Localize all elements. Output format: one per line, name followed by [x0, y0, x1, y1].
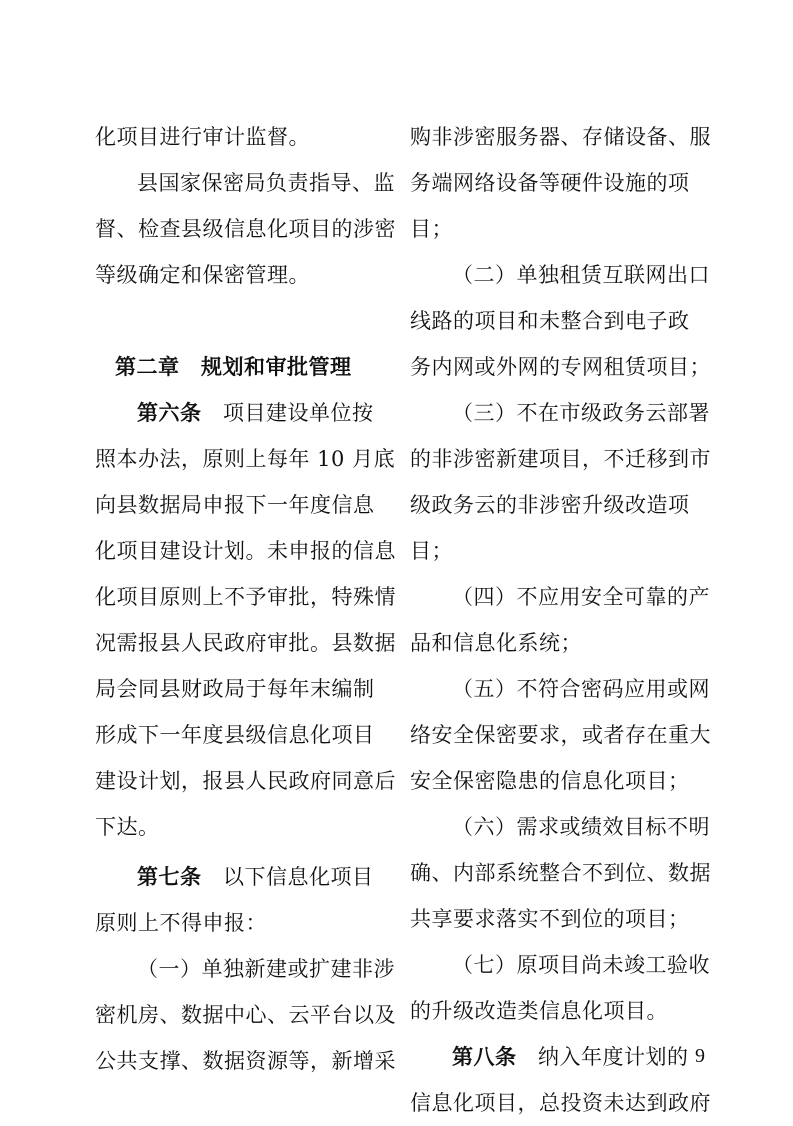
text-line: 安全保密隐患的信息化项目；	[410, 769, 690, 793]
article-8-heading: 第八条	[452, 1044, 517, 1069]
text-line: 化项目原则上不予审批，特殊情	[95, 585, 396, 609]
text-line: 的升级改造类信息化项目。	[410, 999, 668, 1023]
text-line: 品和信息化系统；	[410, 631, 582, 655]
text-line: 况需报县人民政府审批。县数据	[95, 631, 396, 655]
text-line: （六）需求或绩效目标不明	[452, 815, 710, 839]
article-6-first-line	[95, 390, 395, 436]
text-line: 县国家保密局负责指导、监	[137, 171, 395, 195]
left-column	[95, 114, 395, 1084]
text-line: 共享要求落实不到位的项目；	[410, 907, 690, 931]
text-line: 密机房、数据中心、云平台以及	[95, 1003, 396, 1027]
article-6-text: 项目建设单位按	[201, 401, 374, 425]
text-line: 络安全保密要求，或者存在重大	[410, 723, 711, 747]
article-8-text: 纳入年度计划的	[516, 1045, 689, 1069]
text-line: 的非涉密新建项目，不迁移到市	[410, 447, 711, 471]
text-line: 形成下一年度县级信息化项目	[95, 723, 375, 747]
text-line: （二）单独租赁互联网出口	[452, 263, 710, 287]
article-7-text: 以下信息化项目	[201, 865, 374, 889]
article-7-heading: 第七条	[137, 864, 202, 889]
text-line: 向县数据局申报下一年度信息	[95, 493, 375, 517]
text-line: （七）原项目尚未竣工验收	[452, 953, 710, 977]
text-line: 购非涉密服务器、存储设备、服	[410, 125, 711, 149]
right-column	[410, 114, 710, 1126]
article-8-first-line	[410, 1034, 710, 1080]
text-line: 务端网络设备等硬件设施的项	[410, 171, 690, 195]
text-line: 确、内部系统整合不到位、数据	[410, 861, 711, 885]
page-number: 9	[695, 1045, 705, 1067]
text-line: 化项目建设计划。未申报的信息	[95, 539, 396, 563]
text-line: 化项目进行审计监督。	[95, 125, 310, 149]
article-7-first-line	[95, 854, 395, 900]
text-line: 目；	[410, 539, 453, 563]
text-line: 信息化项目，总投资未达到政府	[410, 1091, 711, 1115]
text-line: （一）单独新建或扩建非涉	[137, 957, 395, 981]
text-line: 照本办法，原则上每年 10 月底	[95, 447, 396, 471]
text-line: 目；	[410, 217, 453, 241]
text-line: 务内网或外网的专网租赁项目；	[410, 355, 711, 379]
text-line: （三）不在市级政务云部署	[452, 401, 710, 425]
text-line: 局会同县财政局于每年末编制	[95, 677, 375, 701]
text-line: 原则上不得申报：	[95, 911, 267, 935]
text-line: （五）不符合密码应用或网	[452, 677, 710, 701]
text-line: 线路的项目和未整合到电子政	[410, 309, 690, 333]
text-line: 等级确定和保密管理。	[95, 263, 310, 287]
text-line: 公共支撑、数据资源等，新增采	[95, 1049, 396, 1073]
text-line: 下达。	[95, 815, 160, 839]
text-line: 督、检查县级信息化项目的涉密	[95, 217, 396, 241]
chapter-title: 第二章 规划和审批管理	[115, 354, 352, 379]
text-line: 建设计划，报县人民政府同意后	[95, 769, 396, 793]
text-line: 级政务云的非涉密升级改造项	[410, 493, 690, 517]
article-6-heading: 第六条	[137, 400, 202, 425]
text-line: （四）不应用安全可靠的产	[452, 585, 710, 609]
